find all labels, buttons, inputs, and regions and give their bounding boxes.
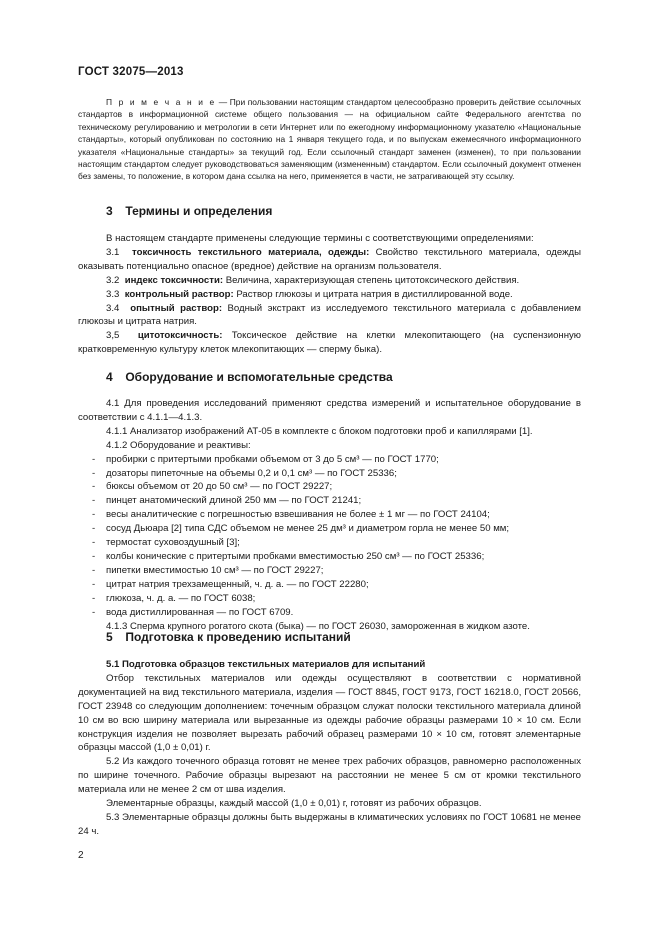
- page-number: 2: [78, 850, 84, 861]
- reference-note: [78, 96, 581, 183]
- list-item: - весы аналитические с погрешностью взвешивания не более ± 1 мг — по ГОСТ 24104;: [78, 508, 581, 522]
- section-4-body: [78, 397, 581, 633]
- list-item: - глюкоза, ч. д. а. — по ГОСТ 6038;: [78, 592, 581, 606]
- section-5-number: 5: [106, 630, 113, 644]
- section-3-title: Термины и определения: [125, 204, 273, 218]
- para-4-1-3: 4.1.3 Сперма крупного рогатого скота (быка) — по ГОСТ 26030, замороженная в жидком азоте.: [106, 620, 530, 632]
- section-3-body: [78, 232, 581, 357]
- para-5-3: 5.3 Элементарные образцы должны быть выдержаны в климатических условиях по ГОСТ 10681 не менее 24 ч.: [78, 811, 581, 837]
- para-5-2-cont: Элементарные образцы, каждый массой (1,0 ± 0,01) г, готовят из рабочих образцов.: [106, 798, 482, 810]
- section-3-number: 3: [106, 204, 113, 218]
- section-5-title: Подготовка к проведению испытаний: [125, 630, 351, 644]
- para-5-1: Отбор текстильных материалов или одежды осуществляют в соответствии с нормативной документацией на вид текстильного материала, изделия — ГОСТ 8845, ГОСТ 9173, ГОСТ 16218.0, ГОСТ 20566, ГОСТ 23948 со следующим дополнением: точечным образцом служат полоски текстильного материала длиной 10 см во всю ширину материала или вырезанные из одежды рабочие образцы размерами 10 × 10 см. Если конструкция изделия не позволяет вырезать рабочий образец размерами 10 × 10 см, готовят элементарные образцы массой (1,0 ± 0,01) г.: [78, 672, 581, 754]
- subsection-5-1-title: 5.1 Подготовка образцов текстильных материалов для испытаний: [106, 659, 426, 670]
- para-4-1: 4.1 Для проведения исследований применяют средства измерений и испытательное оборудование в соответствии с 4.1.1—4.1.3.: [78, 398, 581, 423]
- list-item: - пробирки с притертыми пробками объемом от 3 до 5 см³ — по ГОСТ 1770;: [78, 453, 581, 467]
- section-4-heading: [106, 370, 393, 384]
- term-3-2: 3.2 индекс токсичности: Величина, характеризующая степень цитотоксического действия.: [106, 274, 520, 286]
- list-item: - цитрат натрия трехзамещенный, ч. д. а. — по ГОСТ 22280;: [78, 578, 581, 592]
- term-3-4: 3.4 опытный раствор: Водный экстракт из исследуемого текстильного материала с добавлением глюкозы и цитрата натрия.: [78, 302, 581, 328]
- section-5-body: [78, 658, 581, 839]
- note-lead: П р и м е ч а н и е: [106, 97, 217, 107]
- section-4-title: Оборудование и вспомогательные средства: [125, 370, 393, 384]
- para-5-2: 5.2 Из каждого точечного образца готовят не менее трех рабочих образцов, равномерно расположенных по ширине точечного. Рабочие образцы вырезают на расстоянии не менее 5 см от кромки текстильного материала или не менее 2 см от шва изделия.: [78, 756, 581, 796]
- section-5-heading: [106, 630, 351, 644]
- list-item: - дозаторы пипеточные на объемы 0,2 и 0,1 см³ — по ГОСТ 25336;: [78, 467, 581, 481]
- list-item: - пинцет анатомический длиной 250 мм — по ГОСТ 21241;: [78, 494, 581, 508]
- list-item: - сосуд Дьюара [2] типа СДС объемом не менее 25 дм³ и диаметром горла не менее 50 мм;: [78, 522, 581, 536]
- list-item: - пипетки вместимостью 10 см³ — по ГОСТ 29227;: [78, 564, 581, 578]
- document-header: ГОСТ 32075—2013: [78, 66, 184, 78]
- list-item: - вода дистиллированная — по ГОСТ 6709.: [78, 606, 581, 620]
- list-item: - термостат суховоздушный [3];: [78, 536, 581, 550]
- para-4-1-1: 4.1.1 Анализатор изображений АТ-05 в комплекте с блоком подготовки проб и капиллярами [1].: [106, 425, 533, 437]
- term-3-3: 3.3 контрольный раствор: Раствор глюкозы и цитрата натрия в дистиллированной воде.: [106, 288, 513, 300]
- note-text: — При пользовании настоящим стандартом целесообразно проверить действие ссылочных стандартов в информационной системе общего пользования — на официальном сайте Федерального агентства по техническому регулированию и метрологии в сети Интернет или по ежегодному информационному указателю «Национальные стандарты», который опубликован по состоянию на 1 января текущего года, и по выпускам ежемесячного информационного указателя «Национальные стандарты» за текущий год. Если ссылочный стандарт заменен (изменен), то при пользовании настоящим стандартом следует руководствоваться заменяющим (измененным) стандартом. Если ссылочный документ отменен без замены, то положение, в котором дана ссылка на него, применяется в части, не затрагивающей эту ссылку.: [78, 97, 581, 182]
- term-3-5: 3,5 цитотоксичность: Токсическое действие на клетки млекопитающего (на суспензионную кратковременную культуру клеток млекопитающих — сперму быка).: [78, 330, 581, 356]
- section-3-intro: В настоящем стандарте применены следующие термины с соответствующими определениями:: [106, 233, 534, 244]
- para-4-1-2: 4.1.2 Оборудование и реактивы:: [106, 439, 251, 451]
- section-3-heading: [106, 204, 272, 218]
- list-item: - бюксы объемом от 20 до 50 см³ — по ГОСТ 29227;: [78, 480, 581, 494]
- list-item: - колбы конические с притертыми пробками вместимостью 250 см³ — по ГОСТ 25336;: [78, 550, 581, 564]
- term-3-1: 3.1 токсичность текстильного материала, одежды: Свойство текстильного материала, одежды оказывать потенциально опасное (вредное) действие на организм пользователя.: [78, 246, 582, 272]
- section-4-number: 4: [106, 370, 113, 384]
